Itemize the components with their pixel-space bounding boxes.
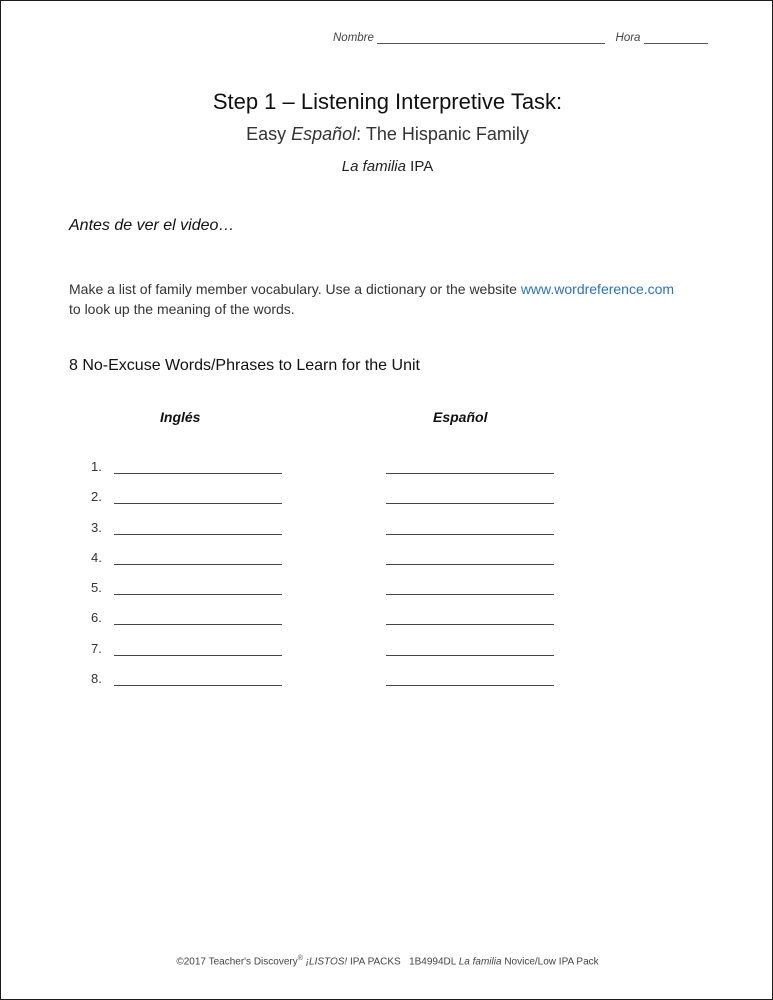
row-number: 6. [91,610,102,626]
spanish-blank[interactable] [386,534,554,535]
vocab-row [1,548,773,578]
subtitle-suffix: : The Hispanic Family [356,124,529,144]
spanish-blank[interactable] [386,685,554,686]
section-heading-antes: Antes de ver el video… [69,217,235,234]
section-heading-words: 8 No-Excuse Words/Phrases to Learn for the Unit [69,357,420,374]
name-label: Nombre [333,32,374,44]
spanish-blank[interactable] [386,655,554,656]
column-header-spanish: Español [433,409,488,425]
row-number: 4. [91,549,102,565]
vocab-row [1,608,773,638]
english-blank[interactable] [114,503,282,504]
subtitle2-italic: La familia [341,158,406,175]
vocab-row [1,639,773,669]
footer-pack-name: Novice/Low IPA Pack [501,956,599,968]
vocab-row [1,518,773,548]
spanish-blank[interactable] [386,503,554,504]
wordreference-link[interactable]: www.wordreference.com [520,281,675,297]
student-info-fields [333,32,708,44]
page-subtitle [1,124,773,145]
english-blank[interactable] [114,624,282,625]
spanish-blank[interactable] [386,624,554,625]
vocab-row [1,457,773,487]
page-footer [1,955,773,967]
hour-blank[interactable] [644,33,708,44]
english-blank[interactable] [114,473,282,474]
page-subtitle-2 [1,158,773,175]
instructions-after-link: to look up the meaning of the words. [69,301,295,317]
row-number: 2. [91,489,102,505]
subtitle-prefix: Easy [246,124,292,144]
row-number: 1. [91,459,102,474]
footer-copyright: ©2017 Teacher's Discovery [176,956,298,968]
instructions-text [69,279,719,319]
footer-la-familia: La familia [458,956,502,968]
row-number: 8. [91,671,102,687]
instructions-before-link: Make a list of family member vocabulary. Use a dictionary or the website [69,281,521,297]
vocab-row [1,487,773,517]
name-blank[interactable] [377,33,605,44]
spanish-blank[interactable] [386,473,554,474]
row-number: 5. [91,580,102,596]
vocab-row [1,578,773,608]
column-header-english: Inglés [160,409,201,425]
english-blank[interactable] [114,594,282,595]
subtitle2-suffix: IPA [405,158,434,175]
english-blank[interactable] [114,564,282,565]
footer-pack-code: IPA PACKS 1B4994DL [347,956,459,968]
row-number: 7. [91,640,102,656]
subtitle-italic: Español [291,124,357,144]
page-title: Step 1 – Listening Interpretive Task: [212,89,563,114]
english-blank[interactable] [114,534,282,535]
vocabulary-list [1,457,773,699]
hour-label: Hora [615,32,641,44]
footer-registered-mark: ® [297,955,303,962]
vocab-row [1,669,773,699]
footer-listos: ¡LISTOS! [305,956,348,968]
english-blank[interactable] [114,685,282,686]
spanish-blank[interactable] [386,564,554,565]
english-blank[interactable] [114,655,282,656]
spanish-blank[interactable] [386,594,554,595]
row-number: 3. [91,519,102,535]
